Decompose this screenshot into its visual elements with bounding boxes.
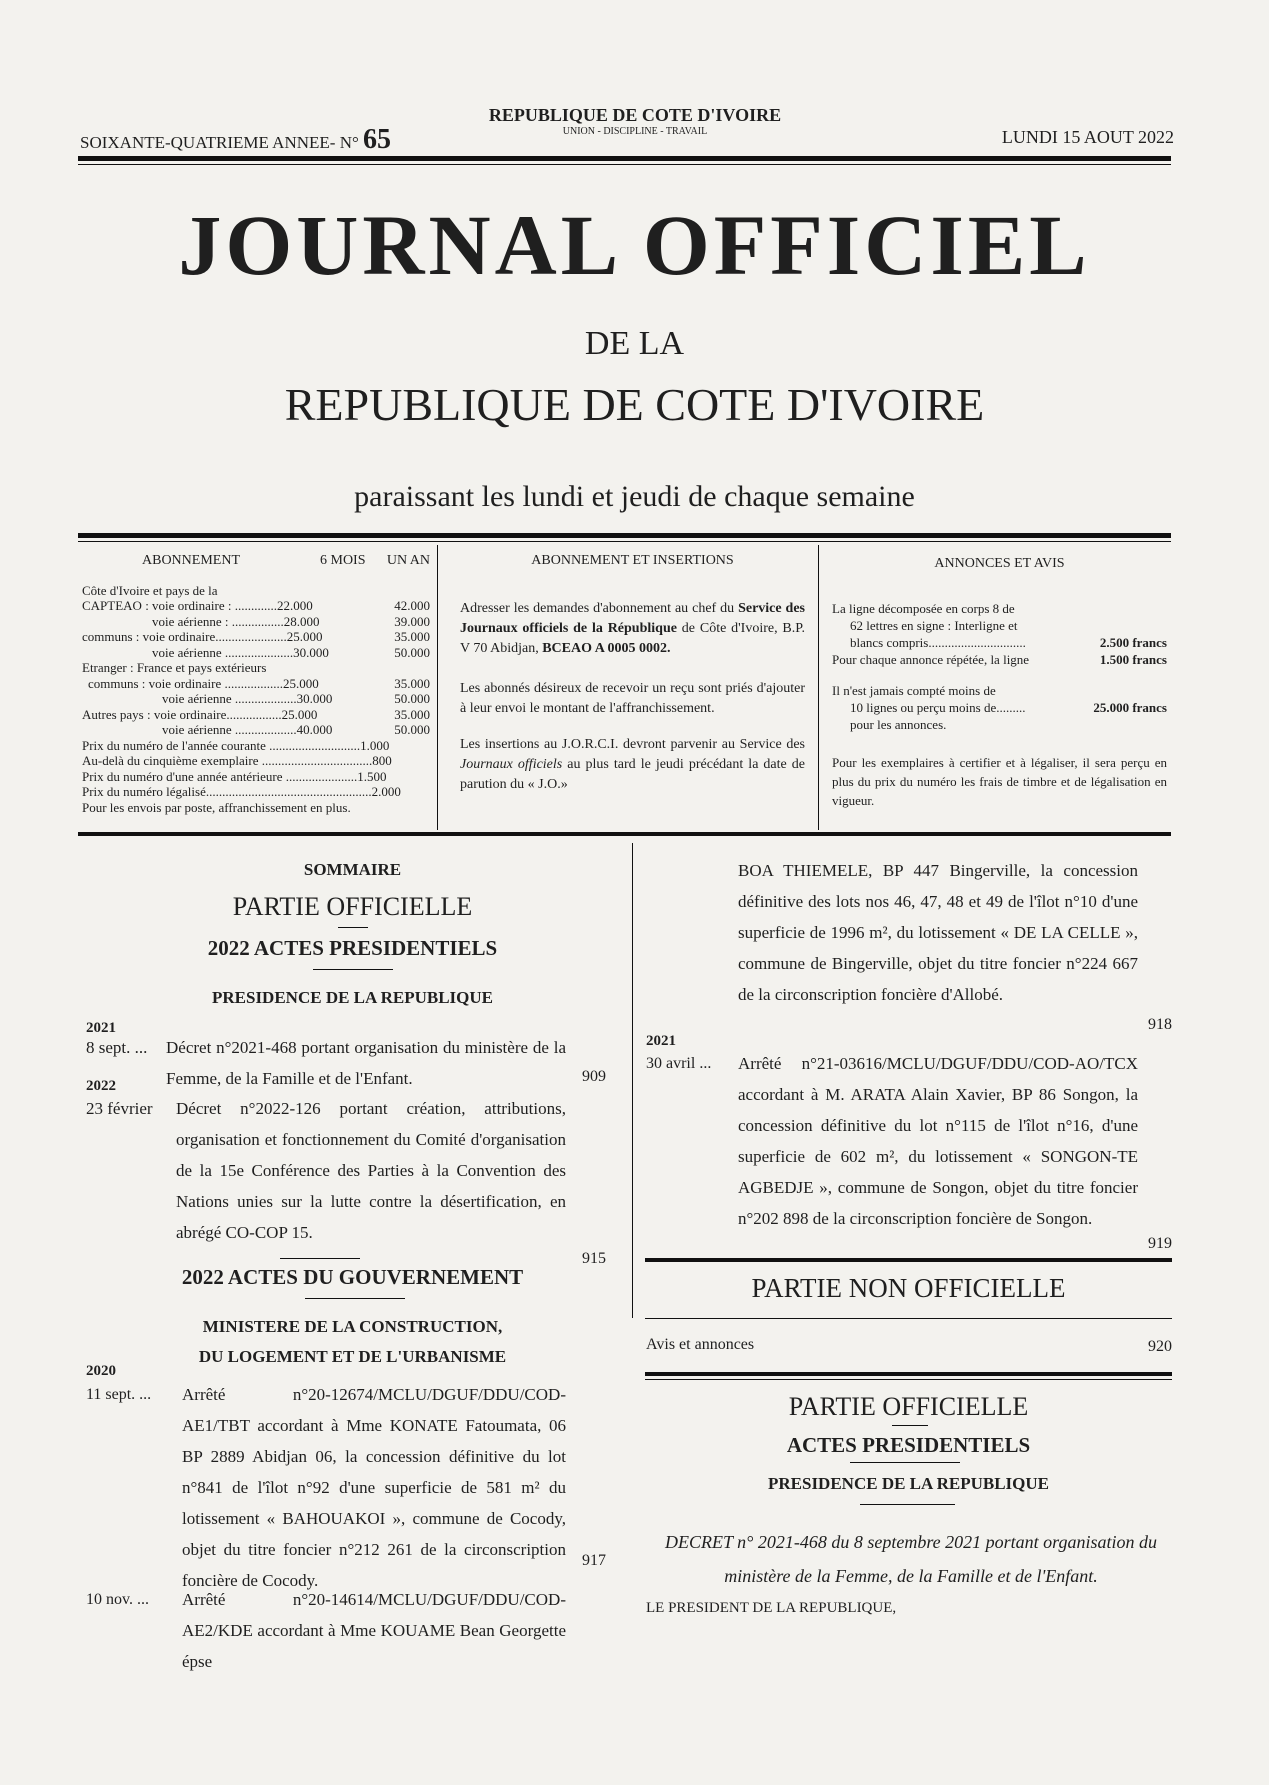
page-number: 918 bbox=[1148, 1016, 1172, 1033]
page-number: 909 bbox=[582, 1068, 606, 1085]
col-1an: UN AN bbox=[386, 553, 430, 568]
issue-line bbox=[80, 124, 391, 156]
sommaire-entry bbox=[86, 1032, 566, 1094]
page-number: 915 bbox=[582, 1250, 606, 1267]
row-label: CAPTEAO : voie ordinaire : .............22.000 bbox=[82, 598, 313, 613]
year-2022: 2022 bbox=[86, 1078, 116, 1094]
row-label: communs : voie ordinaire ..................25.000 bbox=[88, 675, 319, 691]
annonces-box bbox=[832, 556, 1167, 810]
inserts-p1c: de Côte d'Ivoire, B.P. V 70 Abidjan, bbox=[460, 621, 805, 656]
subtitle-de-la: DE LA bbox=[584, 325, 685, 362]
sommaire-column bbox=[80, 860, 625, 1008]
short-rule bbox=[850, 1462, 960, 1463]
boxes-bottom-rule bbox=[78, 832, 1171, 836]
entry-text: Décret n°2021-468 portant organisation du ministère de la Femme, de la Famille et de l'Enfant. bbox=[166, 1038, 566, 1088]
header-rule-thin bbox=[78, 164, 1171, 165]
inserts-paragraph-3 bbox=[460, 735, 805, 795]
presidence-2: PRESIDENCE DE LA REPUBLIQUE bbox=[767, 1474, 1050, 1493]
row-value: 42.000 bbox=[394, 598, 430, 613]
actes-presidentiels: 2022 ACTES PRESIDENTIELS bbox=[207, 936, 498, 960]
price-line: Prix du numéro de l'année courante ............................1.000 bbox=[82, 737, 390, 753]
short-rule bbox=[338, 927, 368, 928]
issue-number: 65 bbox=[363, 124, 392, 155]
avis-annonces: Avis et annonces bbox=[646, 1336, 755, 1353]
inserts-p3c: au plus tard le jeudi précédant la date de parution du « J.O.» bbox=[460, 757, 805, 792]
section-rule bbox=[645, 1258, 1172, 1262]
boxes-top-rule bbox=[78, 533, 1171, 538]
ann-legal: Pour les exemplaires à certifier et à légaliser, il sera perçu en plus du prix du numéro les frais de timbre et de légalisation en vigueur. bbox=[832, 755, 1167, 808]
row-value: 50.000 bbox=[394, 644, 430, 660]
inserts-box bbox=[460, 553, 805, 795]
annonces-head: ANNONCES ET AVIS bbox=[934, 556, 1065, 571]
issue-date: LUNDI 15 AOUT 2022 bbox=[1001, 127, 1174, 147]
header-rule bbox=[78, 156, 1171, 161]
row-label: voie aérienne ...................30.000 bbox=[162, 691, 333, 706]
entry-continuation: BOA THIEMELE, BP 447 Bingerville, la concession définitive des lots nos 46, 47, 48 et 49 de l'îlot n°10 d'une superficie de 1996 m², du lotissement « DE LA CELLE », commune de Bingerville, objet du titre foncier n°224 667 de la circonscription foncière d'Allobé. bbox=[738, 861, 1138, 1004]
sommaire-entry bbox=[86, 1379, 566, 1596]
ann-price: 25.000 francs bbox=[1093, 700, 1167, 715]
page-number: 917 bbox=[582, 1552, 606, 1569]
boxes-top-rule-thin bbox=[78, 541, 1171, 542]
box-divider-1 bbox=[437, 545, 438, 830]
ann-line: 10 lignes ou perçu moins de......... bbox=[850, 700, 1026, 715]
ann-line: pour les annonces. bbox=[850, 717, 947, 732]
ministere-head bbox=[80, 1312, 625, 1372]
short-rule bbox=[313, 969, 393, 970]
partie-officielle-2: PARTIE OFFICIELLE bbox=[788, 1392, 1029, 1421]
journal-title: JOURNAL OFFICIEL bbox=[178, 197, 1091, 293]
row-label: voie aérienne : ................28.000 bbox=[152, 613, 320, 629]
entry-text: Arrêté n°21-03616/MCLU/DGUF/DDU/COD-AO/TCX accordant à M. ARATA Alain Xavier, BP 86 Songon, la concession définitive du lot n°115 de l'îlot n°16, d'une superficie de 602 m², du lotissement « SONGON-TE AGBEDJE », commune de Songon, objet du titre foncier n°202 898 de la circonscription foncière de Songon. bbox=[738, 1054, 1138, 1228]
section-etranger: Etranger : France et pays extérieurs bbox=[82, 660, 267, 675]
price-line: Prix du numéro d'une année antérieure ......................1.500 bbox=[82, 768, 387, 784]
row-value: 50.000 bbox=[394, 722, 430, 737]
inserts-head: ABONNEMENT ET INSERTIONS bbox=[531, 553, 734, 568]
parution-line: paraissant les lundi et jeudi de chaque semaine bbox=[354, 480, 915, 513]
inserts-p1a: Adresser les demandes d'abonnement au chef du bbox=[460, 601, 735, 616]
row-label: communs : voie ordinaire......................25.000 bbox=[82, 629, 323, 644]
actes-presidentiels-2: ACTES PRESIDENTIELS bbox=[786, 1433, 1031, 1457]
ministere-line-2: DU LOGEMENT ET DE L'URBANISME bbox=[198, 1347, 507, 1366]
presidence-head: PRESIDENCE DE LA REPUBLIQUE bbox=[211, 988, 494, 1007]
republic-block bbox=[470, 105, 800, 137]
entry-text: Arrêté n°20-14614/MCLU/DGUF/DDU/COD-AE2/KDE accordant à Mme KOUAME Bean Georgette épse bbox=[182, 1590, 566, 1671]
ann-price: 2.500 francs bbox=[1099, 635, 1167, 650]
partie-officielle: PARTIE OFFICIELLE bbox=[232, 892, 473, 921]
subtitle-republic: REPUBLIQUE DE COTE D'IVOIRE bbox=[284, 379, 985, 430]
short-rule bbox=[280, 1258, 360, 1259]
year-2021: 2021 bbox=[86, 1020, 116, 1036]
section-rule-thin bbox=[645, 1379, 1172, 1380]
price-line: Au-delà du cinquième exemplaire ..................................800 bbox=[82, 753, 392, 768]
row-value: 50.000 bbox=[394, 691, 430, 706]
row-value: 35.000 bbox=[394, 675, 430, 691]
inserts-p1b: Service des Journaux officiels de la République bbox=[460, 601, 805, 636]
entry-date: 8 sept. ... bbox=[86, 1038, 148, 1057]
inserts-p1d: BCEAO A 0005 0002. bbox=[542, 641, 671, 656]
section-rule-thin bbox=[645, 1318, 1172, 1319]
row-value: 35.000 bbox=[394, 629, 430, 644]
entry-text: Arrêté n°20-12674/MCLU/DGUF/DDU/COD-AE1/TBT accordant à Mme KONATE Fatoumata, 06 BP 2889 Abidjan 06, la concession définitive du lot n°841 de l'îlot n°92 d'une superficie de 581 m² du lotissement « BAHOUAKOI », commune de Cocody, objet du titre foncier n°212 261 de la circonscription foncière de Cocody. bbox=[182, 1385, 566, 1590]
column-divider bbox=[632, 843, 633, 1318]
actes-gouvernement: 2022 ACTES DU GOUVERNEMENT bbox=[181, 1265, 524, 1289]
year-prefix: SOIXANTE-QUATRIEME ANNEE- N° bbox=[80, 133, 359, 152]
ann-line: blancs compris.............................. bbox=[850, 635, 1026, 650]
ann-line: La ligne décomposée en corps 8 de bbox=[832, 601, 1015, 616]
entry-date: 11 sept. ... bbox=[86, 1386, 152, 1403]
year-2020: 2020 bbox=[86, 1363, 116, 1379]
republic-name: REPUBLIQUE DE COTE D'IVOIRE bbox=[488, 105, 782, 125]
row-value: 39.000 bbox=[394, 613, 430, 629]
page-number: 919 bbox=[1148, 1235, 1172, 1252]
short-rule bbox=[860, 1504, 955, 1505]
republic-motto: UNION - DISCIPLINE - TRAVAIL bbox=[562, 126, 708, 137]
president-line: LE PRESIDENT DE LA REPUBLIQUE, bbox=[646, 1600, 897, 1616]
ann-line: 62 lettres en signe : Interligne et bbox=[850, 618, 1018, 633]
entry-date: 10 nov. ... bbox=[86, 1591, 149, 1608]
inserts-paragraph-2: Les abonnés désireux de recevoir un reçu sont priés d'ajouter à leur envoi le montant de l'affranchissement. bbox=[460, 681, 805, 716]
inserts-p3a: Les insertions au J.O.R.C.I. devront parvenir au Service des bbox=[460, 737, 805, 752]
sommaire-head: SOMMAIRE bbox=[303, 860, 402, 879]
row-label: Autres pays : voie ordinaire.................25.000 bbox=[82, 706, 318, 722]
inserts-p3b: Journaux officiels bbox=[460, 757, 563, 772]
section-rule bbox=[645, 1372, 1172, 1376]
price-line: Prix du numéro légalisé...................................................2.000 bbox=[82, 784, 401, 799]
page-number: 920 bbox=[1148, 1338, 1172, 1355]
ann-price: 1.500 francs bbox=[1099, 652, 1167, 667]
box-divider-2 bbox=[818, 545, 819, 830]
partie-non-officielle: PARTIE NON OFFICIELLE bbox=[751, 1273, 1066, 1303]
ann-line: Il n'est jamais compté moins de bbox=[832, 683, 996, 698]
ann-line: Pour chaque annonce répétée, la ligne bbox=[832, 652, 1030, 667]
entry-date: 23 février bbox=[86, 1099, 153, 1118]
col-6mois: 6 MOIS bbox=[320, 553, 366, 568]
row-label: voie aérienne .....................30.000 bbox=[152, 644, 329, 660]
short-rule bbox=[305, 1298, 405, 1299]
inserts-paragraph-1 bbox=[460, 599, 805, 659]
price-line: Pour les envois par poste, affranchissement en plus. bbox=[82, 799, 351, 815]
entry-text: Décret n°2022-126 portant création, attributions, organisation et fonctionnement du Comité d'organisation de la 15e Conférence des Parties à la Convention des Nations unies sur la lutte contre la désertification, en abrégé CO-COP 15. bbox=[176, 1099, 566, 1242]
ministere-line-1: MINISTERE DE LA CONSTRUCTION, bbox=[202, 1317, 503, 1336]
abonnement-head: ABONNEMENT bbox=[142, 553, 240, 568]
row-value: 35.000 bbox=[394, 706, 430, 722]
sommaire-entry bbox=[86, 1093, 566, 1248]
entry-date: 30 avril ... bbox=[646, 1055, 712, 1072]
section-cote-ivoire: Côte d'Ivoire et pays de la bbox=[82, 582, 218, 598]
row-label: voie aérienne ...................40.000 bbox=[162, 722, 333, 737]
decret-title: DECRET n° 2021-468 du 8 septembre 2021 portant organisation du ministère de la Femme, de la Famille et de l'Enfant. bbox=[664, 1532, 1158, 1586]
sommaire-entry bbox=[86, 1584, 566, 1677]
abonnement-box bbox=[82, 553, 430, 815]
year-2021-right: 2021 bbox=[646, 1033, 676, 1049]
short-rule bbox=[892, 1425, 928, 1426]
sommaire-entry bbox=[646, 1048, 1138, 1234]
